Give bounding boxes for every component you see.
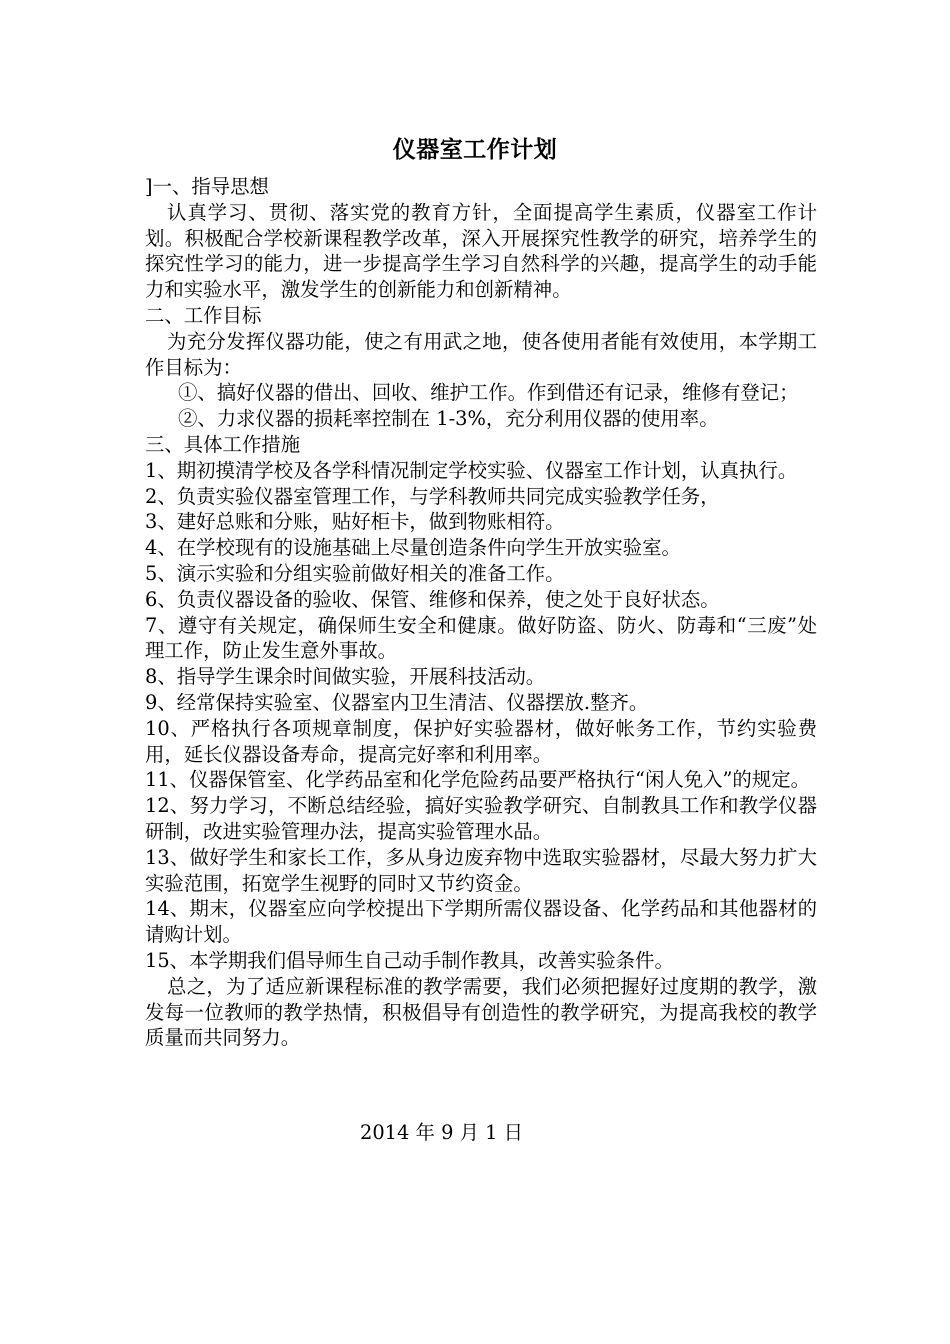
measure-item-11: 11、仪器保管室、化学药品室和化学危险药品要严格执行“闲人免入”的规定。 xyxy=(145,768,810,792)
goal-item-2: ②、力求仪器的损耗率控制在 1-3%，充分利用仪器的使用率。 xyxy=(178,407,719,431)
paragraph-guiding-idea: 认真学习、贯彻、落实党的教育方针，全面提高学生素质，仪器室工作计划。积极配合学校新课程教学改革，深入开展探究性教学的研究，培养学生的探究性学习的能力，进一步提高学生学习自然科学的兴趣，提高学生的动手能力和实验水平，激发学生的创新能力和创新精神。 xyxy=(145,200,817,302)
document-date: 2014 年 9 月 1 日 xyxy=(360,1121,524,1144)
section-heading-measures: 三、具体工作措施 xyxy=(145,432,301,456)
document-title: 仪器室工作计划 xyxy=(392,136,558,163)
measure-item-3: 3、建好总账和分账，贴好柜卡，做到物账相符。 xyxy=(145,510,565,534)
measure-item-13: 13、做好学生和家长工作，多从身边废弃物中选取实验器材，尽最大努力扩大实验范围，拓宽学生视野的同时又节约资金。 xyxy=(145,845,817,895)
measure-item-15: 15、本学期我们倡导师生自己动手制作教具，改善实验条件。 xyxy=(145,948,674,972)
document-body xyxy=(145,174,817,1051)
measure-item-8: 8、指导学生课余时间做实验，开展科技活动。 xyxy=(145,665,546,689)
measure-item-7: 7、遵守有关规定，确保师生安全和健康。做好防盗、防火、防毒和“三废”处理工作，防止发生意外事故。 xyxy=(145,613,817,663)
section-heading-guiding-idea: ]一、指导思想 xyxy=(145,175,269,198)
paragraph-work-goals: 为充分发挥仪器功能，使之有用武之地，使各使用者能有效使用，本学期工作目标为： xyxy=(145,329,817,379)
measure-item-5: 5、演示实验和分组实验前做好相关的准备工作。 xyxy=(145,561,565,585)
paragraph-conclusion: 总之，为了适应新课程标准的教学需要，我们必须把握好过度期的教学，激发每一位教师的教学热情，积极倡导有创造性的教学研究，为提高我校的教学质量而共同努力。 xyxy=(145,974,817,1050)
measure-item-10: 10、严格执行各项规章制度，保护好实验器材，做好帐务工作，节约实验费用，延长仪器设备寿命，提高完好率和利用率。 xyxy=(145,716,817,766)
measure-item-2: 2、负责实验仪器室管理工作，与学科教师共同完成实验教学任务， xyxy=(145,484,720,508)
measure-item-6: 6、负责仪器设备的验收、保管、维修和保养，使之处于良好状态。 xyxy=(145,587,720,611)
measure-item-1: 1、期初摸清学校及各学科情况制定学校实验、仪器室工作计划，认真执行。 xyxy=(145,458,798,482)
section-heading-work-goals: 二、工作目标 xyxy=(145,303,262,327)
goal-item-1: ①、搞好仪器的借出、回收、维护工作。作到借还有记录，维修有登记； xyxy=(178,381,799,405)
measure-item-14: 14、期末，仪器室应向学校提出下学期所需仪器设备、化学药品和其他器材的请购计划。 xyxy=(145,897,817,947)
measure-item-4: 4、在学校现有的设施基础上尽量创造条件向学生开放实验室。 xyxy=(145,536,681,560)
measure-item-9: 9、经常保持实验室、仪器室内卫生清洁、仪器摆放.整齐。 xyxy=(145,690,649,714)
measure-item-12: 12、努力学习，不断总结经验，搞好实验教学研究、自制教具工作和教学仪器研制，改进实验管理办法，提高实验管理水品。 xyxy=(145,794,817,843)
